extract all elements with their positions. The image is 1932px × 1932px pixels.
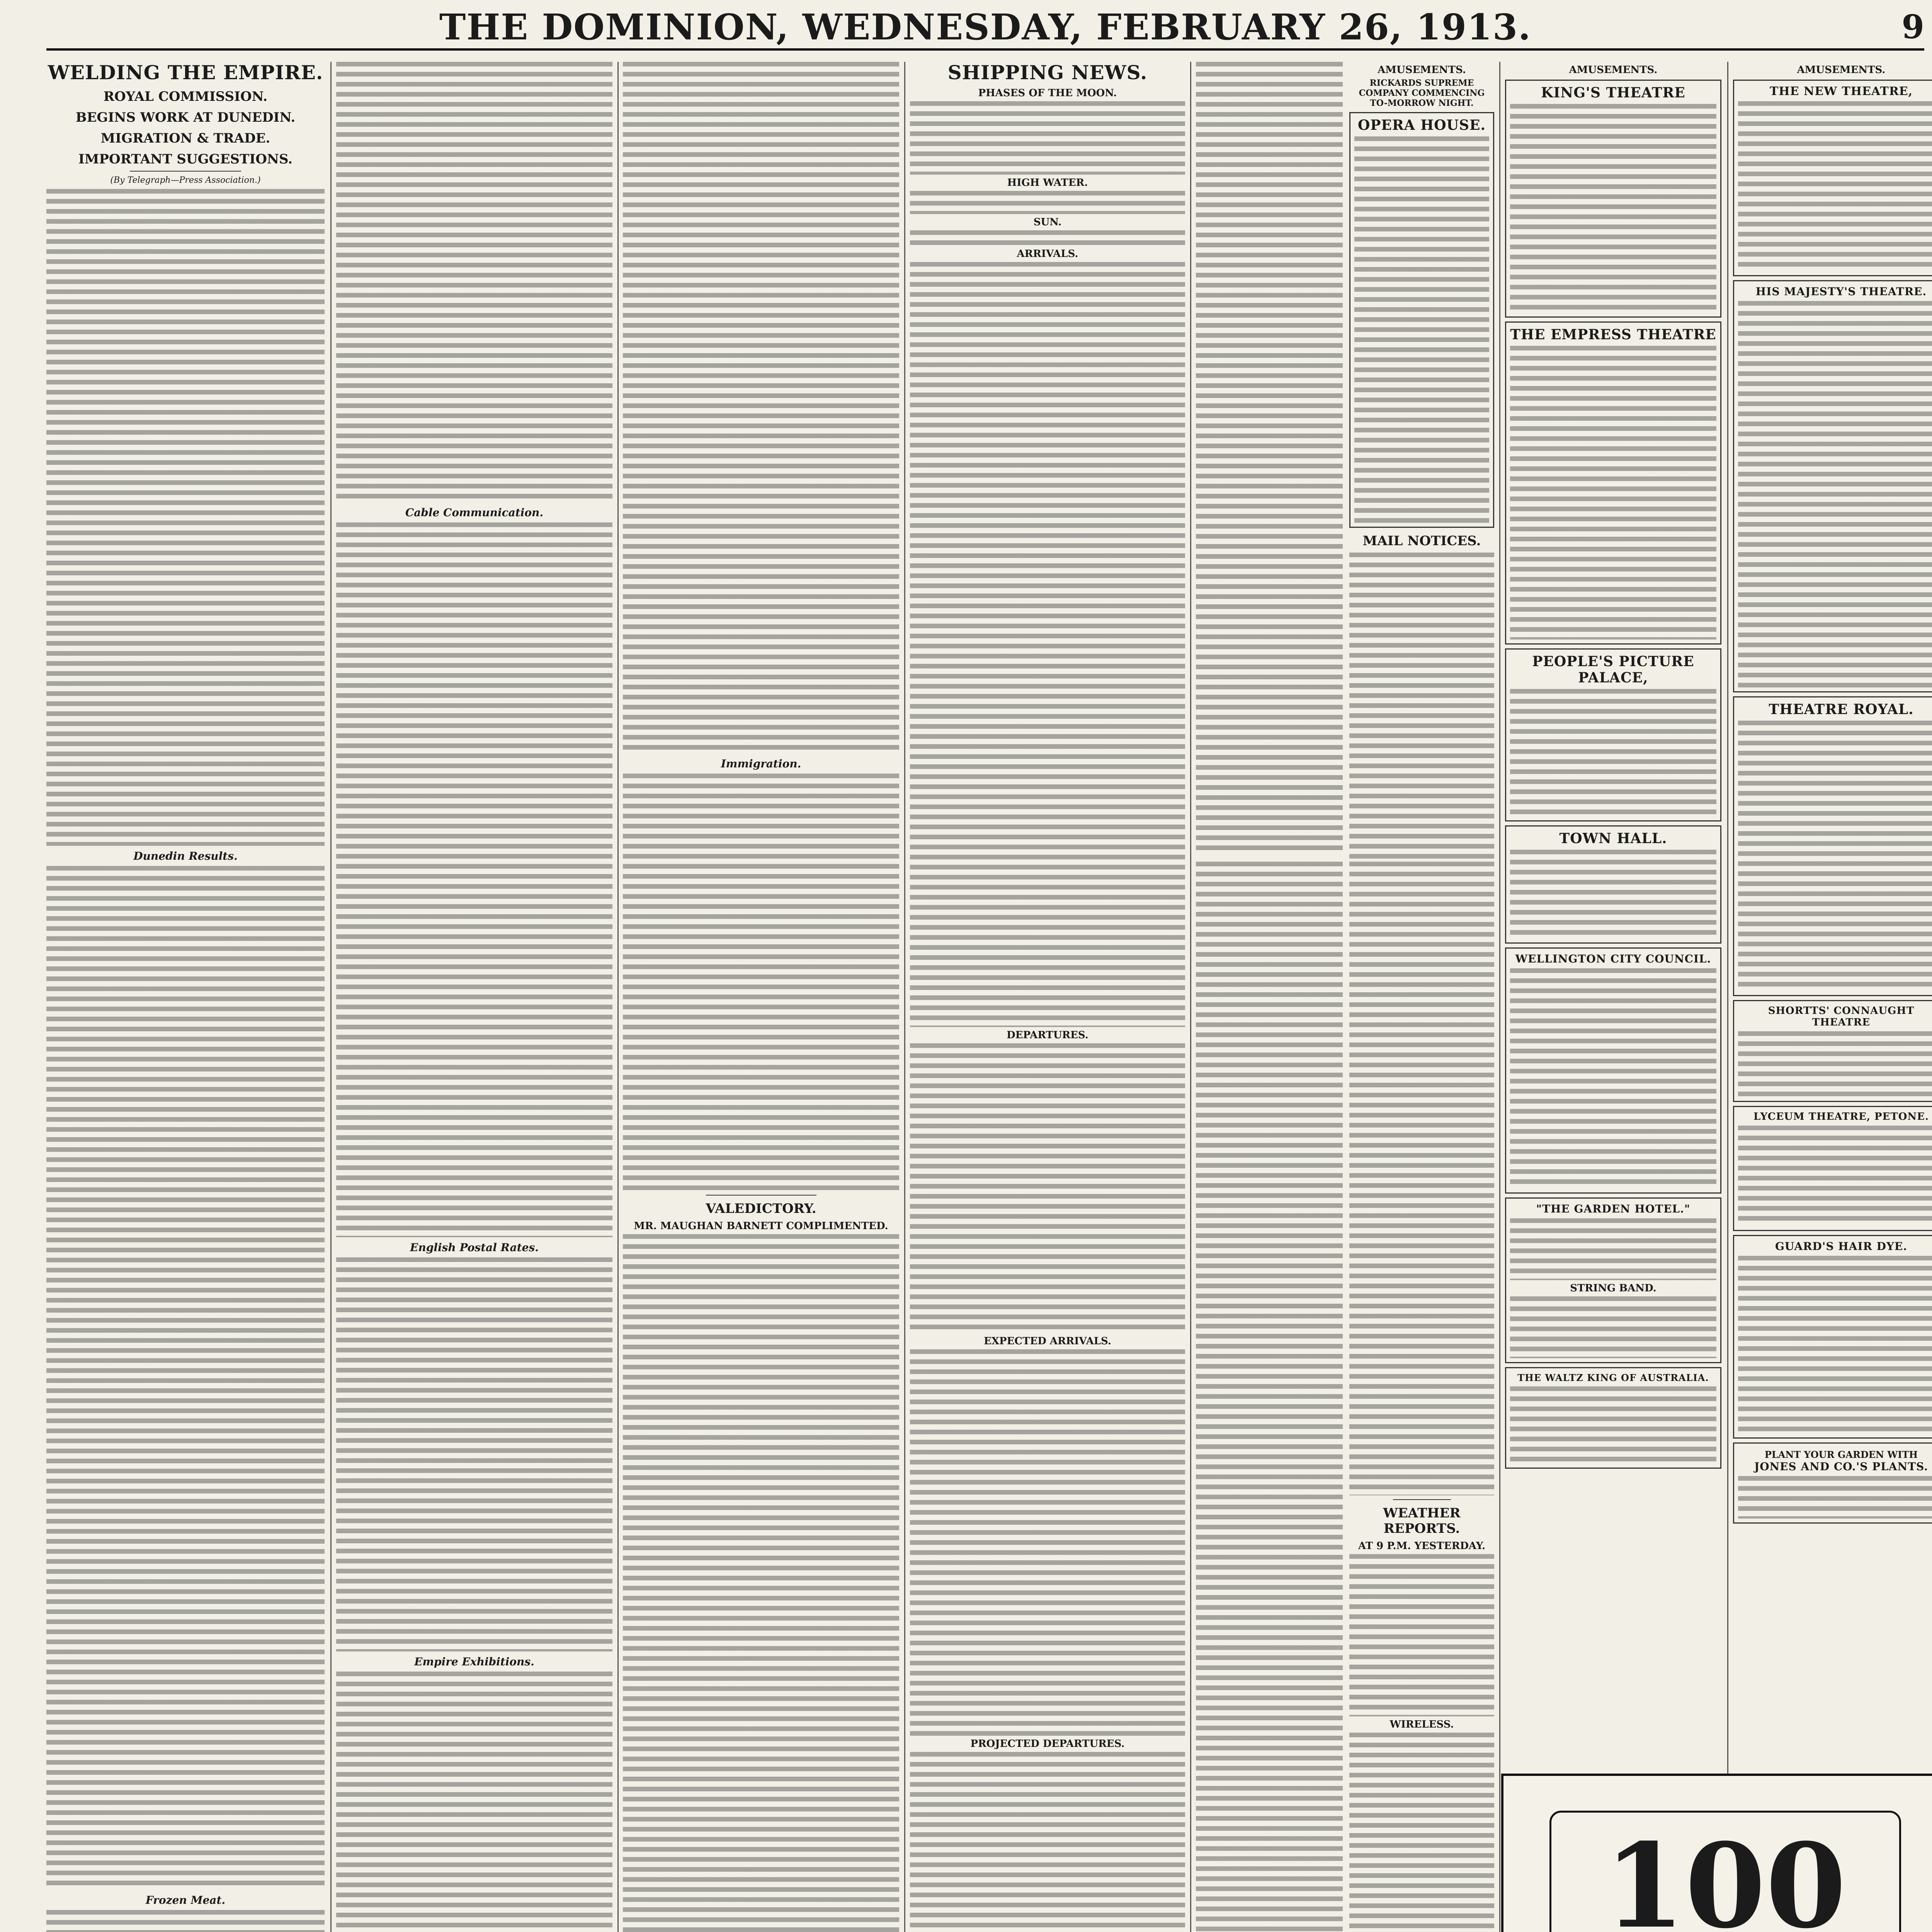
article-text [336,1672,612,1932]
arrivals-text [910,262,1185,1027]
mail-text [1349,862,1494,1495]
masthead [46,8,1924,51]
high-water-text [910,191,1185,214]
opera-house-ad [1349,112,1494,528]
plant-garden: PLANT YOUR GARDEN WITH [1764,1449,1918,1460]
expected-arrivals-heading: EXPECTED ARRIVALS. [984,1335,1111,1347]
ad-text [1738,301,1932,687]
new-theatre-title: THE NEW THEATRE, [1769,85,1913,98]
garden-hotel-ad [1505,1197,1721,1363]
section-dunedin-results: Dunedin Results. [133,850,238,862]
column-rule [330,62,332,1932]
column-rule [1499,62,1500,1932]
mail-continued [1349,862,1494,1932]
theatre-royal-title: THEATRE ROYAL. [1769,701,1914,718]
rickards-notice: RICKARDS SUPREME COMPANY COMMENCING TO-MORROW NIGHT. [1359,78,1485,108]
sun-heading: SUN. [1033,216,1062,228]
sun-text [910,230,1185,246]
article-text [623,774,899,1191]
kings-theatre-ad [1505,80,1721,318]
empress-title: THE EMPRESS THEATRE [1510,327,1716,343]
headline-shipping: SHIPPING NEWS. [947,62,1148,84]
moon-table [910,101,1185,175]
column-rule [1727,62,1728,1932]
column-5 [1196,62,1494,1932]
article-text [623,1234,899,1932]
ad-number: 100 [1549,1811,1901,1932]
projected-departures-heading: PROJECTED DEPARTURES. [970,1738,1125,1750]
arrivals-continued [1196,62,1343,854]
ad-text [1510,1218,1716,1280]
lyceum-ad [1733,1106,1932,1231]
column-3 [623,62,899,1932]
article-text [623,62,899,753]
ad-text [1738,721,1932,991]
subhead-suggestions: IMPORTANT SUGGESTIONS. [78,151,293,167]
ad-text [1738,1476,1932,1519]
section-frozen-meat: Frozen Meat. [145,1894,226,1906]
peoples-title: PEOPLE'S PICTURE PALACE, [1532,653,1694,686]
weather-text [1349,1554,1494,1716]
ad-text [1738,101,1932,271]
ad-text [1510,104,1716,313]
arrivals-heading: ARRIVALS. [1017,248,1078,260]
headline-mail-notices: MAIL NOTICES. [1362,533,1481,549]
article-text [1196,862,1343,1932]
divider [130,171,241,172]
lyceum-title: LYCEUM THEATRE, PETONE. [1753,1111,1929,1122]
phases-heading: PHASES OF THE MOON. [978,87,1117,99]
subhead-migration: MIGRATION & TRADE. [100,131,270,146]
city-council-ad [1505,947,1721,1194]
article-text [336,62,612,502]
kings-title: KING'S THEATRE [1541,85,1685,101]
page-number: 9 [1901,8,1924,46]
guards-title: GUARD'S HAIR DYE. [1775,1240,1907,1253]
section-postal-rates: English Postal Rates. [410,1241,539,1254]
ad-text [1738,1031,1932,1097]
amusements-heading: AMUSEMENTS. [1378,64,1466,76]
new-theatre-ad [1733,80,1932,276]
opera-house-title: OPERA HOUSE. [1358,117,1486,133]
dateline: (By Telegraph—Press Association.) [110,175,261,185]
waltz-king-ad [1505,1367,1721,1469]
amusements-heading: AMUSEMENTS. [1569,64,1658,76]
waltz-king-title: THE WALTZ KING OF AUSTRALIA. [1517,1372,1709,1383]
article-text [336,522,612,1237]
subhead-royal-commission: ROYAL COMMISSION. [103,89,268,104]
headline-valedictory: VALEDICTORY. [706,1201,816,1216]
column-7 [1733,62,1932,1762]
amusements-heading: AMUSEMENTS. [1797,64,1886,76]
wireless-text [1349,1733,1494,1932]
guards-hair-dye-ad [1733,1235,1932,1439]
wireless-heading: WIRELESS. [1389,1719,1454,1730]
mail-text [1349,553,1494,862]
headline-welding: WELDING THE EMPIRE. [48,62,323,84]
column-1 [46,62,325,1932]
shortts-ad [1733,1000,1932,1102]
section-exhibitions: Empire Exhibitions. [414,1655,534,1668]
ad-text [1510,346,1716,639]
plants-ad [1733,1442,1932,1524]
weather-sub: AT 9 P.M. YESTERDAY. [1358,1540,1486,1552]
garden-hotel-title: "THE GARDEN HOTEL." [1536,1202,1690,1215]
subhead-barnett: MR. MAUGHAN BARNETT COMPLIMENTED. [634,1220,888,1232]
column-4 [910,62,1185,1932]
his-majestys-ad [1733,280,1932,692]
ad-text [1510,850,1716,939]
column-rule [1190,62,1191,1932]
string-band: STRING BAND. [1570,1282,1656,1294]
amusements-ads [1349,62,1494,862]
expected-text [910,1349,1185,1736]
peoples-palace-ad [1505,648,1721,821]
ad-text [1738,1126,1932,1226]
ad-text [1510,1386,1716,1464]
subhead-dunedin: BEGINS WORK AT DUNEDIN. [75,110,296,125]
ad-text [1510,1296,1716,1358]
article-text [46,866,325,1890]
projected-text [910,1752,1185,1932]
headline-weather: WEATHER REPORTS. [1383,1505,1461,1536]
article-text [46,189,325,846]
city-council-title: WELLINGTON CITY COUNCIL. [1515,952,1711,965]
town-hall-ad [1505,825,1721,944]
ad-text [1738,1256,1932,1434]
jones-title: JONES AND CO.'S PLANTS. [1754,1460,1929,1473]
section-cable: Cable Communication. [405,506,544,519]
departures-text [910,1043,1185,1333]
masthead-title: THE DOMINION, WEDNESDAY, FEBRUARY 26, 1913. [439,6,1532,48]
triumph-duplicating-ad [1501,1774,1932,1932]
theatre-royal-ad [1733,696,1932,996]
departures-heading: DEPARTURES. [1007,1029,1088,1041]
his-majestys-title: HIS MAJESTY'S THEATRE. [1755,285,1927,298]
article-text [46,1910,325,1932]
column-2 [336,62,612,1932]
section-immigration: Immigration. [721,757,801,770]
ad-text [1354,136,1489,523]
column-rule [617,62,619,1932]
article-text [336,1257,612,1651]
divider [706,1195,816,1196]
column-rule [904,62,905,1932]
shortts-title: SHORTTS' CONNAUGHT THEATRE [1768,1005,1915,1028]
high-water-heading: HIGH WATER. [1007,177,1088,189]
ad-text [1510,689,1716,816]
empress-theatre-ad [1505,321,1721,645]
town-hall-title: TOWN HALL. [1559,830,1667,847]
ad-text [1510,968,1716,1189]
column-6 [1505,62,1721,1762]
divider [1393,1499,1451,1500]
